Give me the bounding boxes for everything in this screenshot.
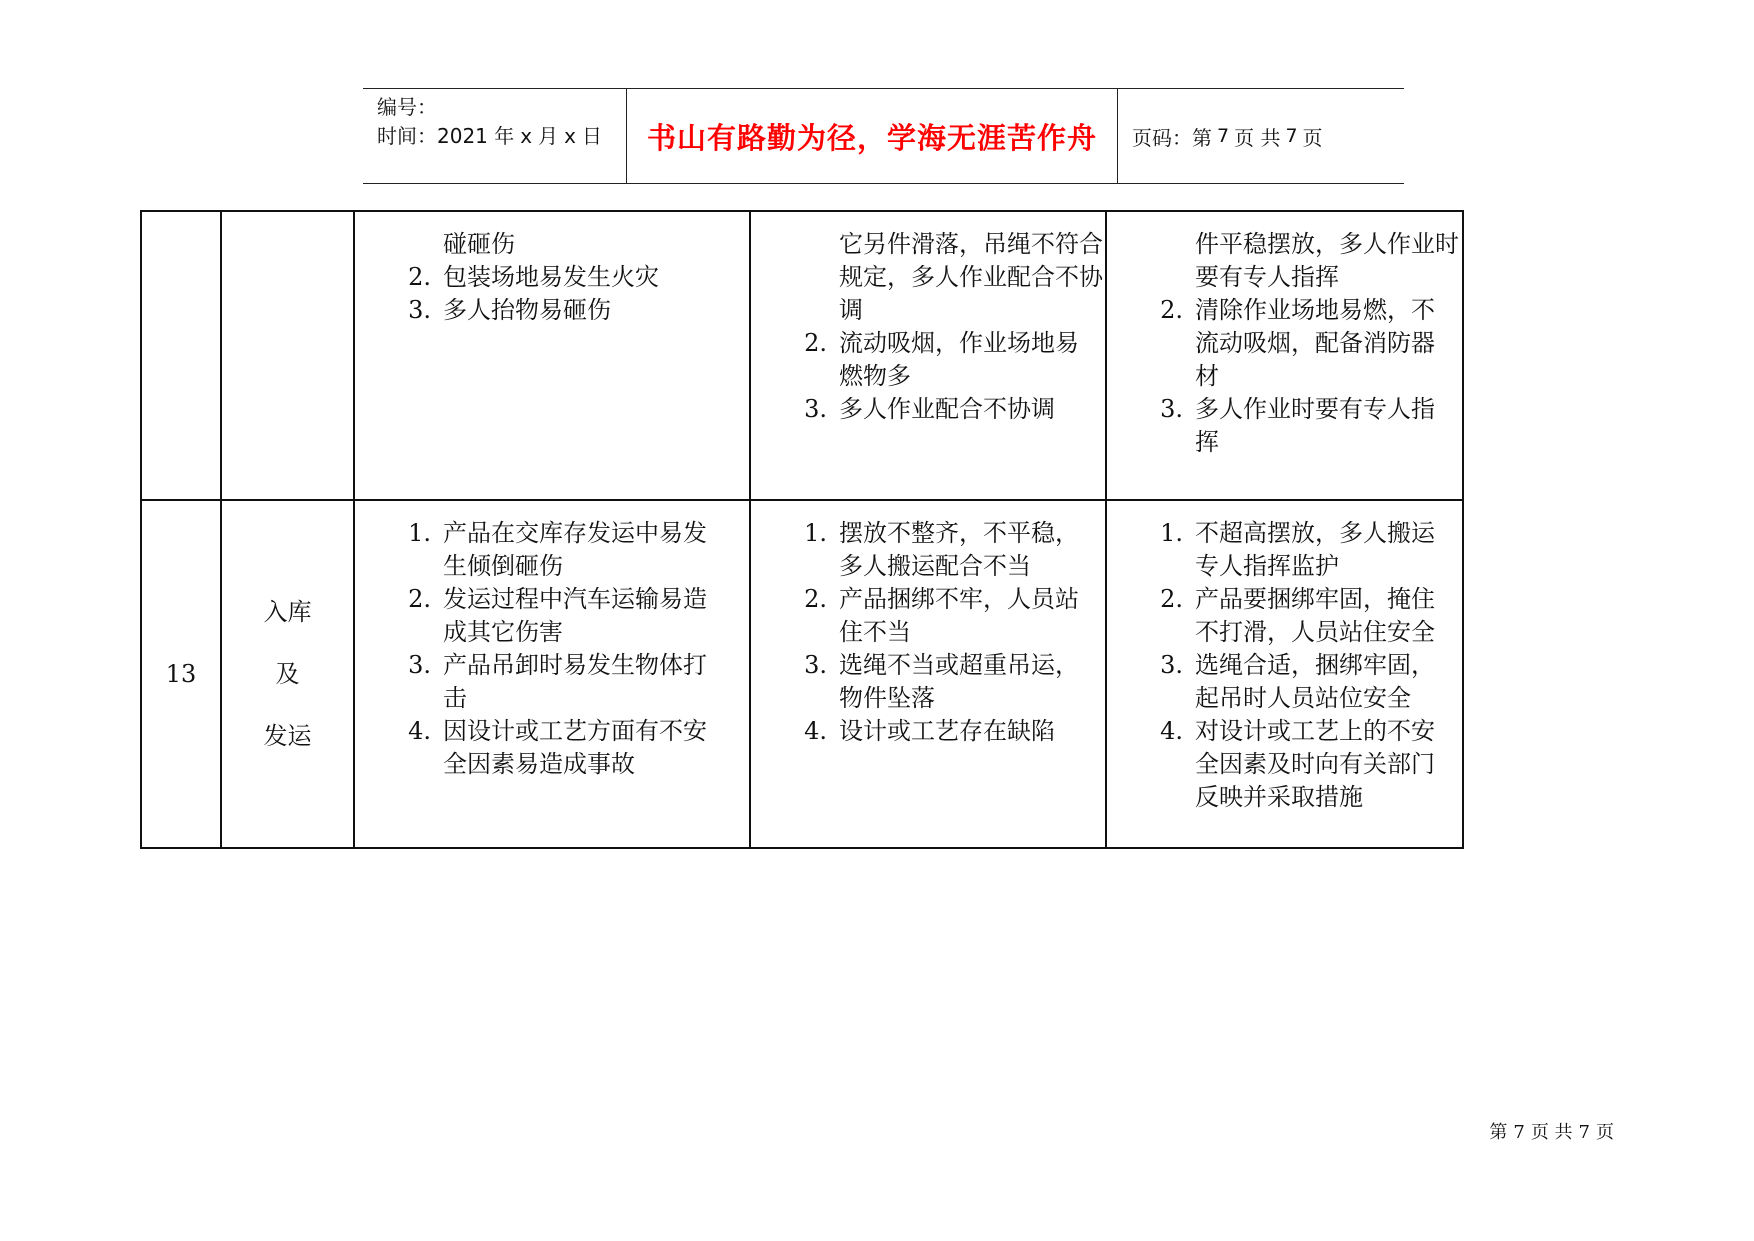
list-item-number: 3. bbox=[1160, 395, 1183, 423]
time-label: 时间：2021 年 bbox=[377, 124, 515, 148]
list-item bbox=[751, 649, 1085, 715]
header-meta bbox=[363, 89, 627, 183]
page-mid: 页 共 bbox=[1234, 125, 1281, 150]
list-item-text: 产品吊卸时易发生物体打击 bbox=[443, 651, 707, 712]
list-item bbox=[355, 649, 729, 715]
list-item-text: 不超高摆放，多人搬运专人指挥监护 bbox=[1195, 519, 1435, 580]
list-item bbox=[751, 583, 1085, 649]
footer-suffix: 页 bbox=[1596, 1122, 1614, 1143]
list-item-text: 清除作业场地易燃，不流动吸烟，配备消防器材 bbox=[1195, 296, 1435, 390]
header-motto: 书山有路勤为径，学海无涯苦作舟 bbox=[627, 89, 1118, 183]
process-name-line: 发运 bbox=[263, 722, 312, 750]
time-month-value: x bbox=[520, 124, 533, 148]
list-item bbox=[1107, 583, 1442, 649]
process-name-line: 入库 bbox=[263, 598, 312, 626]
page-footer bbox=[1489, 1118, 1614, 1144]
time-line bbox=[377, 122, 626, 151]
hazards-cell bbox=[354, 500, 750, 848]
list-item-number: 1. bbox=[1160, 519, 1183, 547]
list-item-number: 3. bbox=[408, 296, 431, 324]
table-row bbox=[141, 211, 1463, 500]
list-item-text: 流动吸烟，作业场地易燃物多 bbox=[839, 329, 1079, 390]
list-item-text: 选绳不当或超重吊运，物件坠落 bbox=[839, 651, 1079, 712]
hazards-cell bbox=[354, 211, 750, 500]
list-item-number: 4. bbox=[408, 717, 431, 745]
footer-prefix: 第 bbox=[1489, 1122, 1508, 1143]
list-item-number: 2. bbox=[804, 585, 827, 613]
list-item bbox=[355, 715, 729, 781]
list-item-number: 1. bbox=[408, 519, 431, 547]
footer-page-number: 7 bbox=[1513, 1122, 1525, 1143]
row-index-cell: 13 bbox=[141, 500, 221, 848]
causes-list bbox=[751, 517, 1105, 748]
serial-label: 编号： bbox=[377, 95, 437, 119]
process-name bbox=[264, 581, 312, 767]
hazards-continuation-text: 碰砸伤 bbox=[443, 230, 515, 258]
list-item-number: 2. bbox=[804, 329, 827, 357]
list-item bbox=[1107, 715, 1442, 814]
list-item-text: 设计或工艺存在缺陷 bbox=[839, 717, 1055, 745]
list-item bbox=[751, 517, 1085, 583]
measures-cell bbox=[1106, 211, 1463, 500]
list-item bbox=[1107, 393, 1442, 459]
page-suffix: 页 bbox=[1302, 125, 1323, 150]
list-item-number: 3. bbox=[804, 395, 827, 423]
process-cell bbox=[221, 500, 354, 848]
page-header bbox=[363, 88, 1404, 184]
causes-cell bbox=[750, 500, 1106, 848]
hazard-table-body bbox=[141, 211, 1463, 848]
list-item-text: 产品在交库存发运中易发生倾倒砸伤 bbox=[443, 519, 707, 580]
list-item-number: 3. bbox=[1160, 651, 1183, 679]
list-item bbox=[355, 517, 729, 583]
list-item-number: 2. bbox=[1160, 585, 1183, 613]
time-day-label: 日 bbox=[581, 124, 602, 148]
list-item bbox=[751, 327, 1085, 393]
hazards-list bbox=[355, 261, 749, 327]
causes-list bbox=[751, 327, 1105, 426]
measures-cell bbox=[1106, 500, 1463, 848]
causes-cell bbox=[750, 211, 1106, 500]
list-item-text: 包装场地易发生火灾 bbox=[443, 263, 659, 291]
measures-continuation-text: 件平稳摆放，多人作业时要有专人指挥 bbox=[1195, 230, 1459, 291]
list-item bbox=[1107, 294, 1442, 393]
measures-list bbox=[1107, 294, 1462, 459]
row-index-cell bbox=[141, 211, 221, 500]
list-item bbox=[1107, 649, 1442, 715]
list-item-number: 2. bbox=[1160, 296, 1183, 324]
list-item-text: 多人作业时要有专人指挥 bbox=[1195, 395, 1435, 456]
list-item-text: 产品要捆绑牢固，掩住不打滑，人员站住安全 bbox=[1195, 585, 1435, 646]
footer-page-total: 7 bbox=[1578, 1122, 1590, 1143]
list-item-number: 3. bbox=[804, 651, 827, 679]
list-item-number: 4. bbox=[1160, 717, 1183, 745]
hazard-table bbox=[140, 210, 1464, 849]
causes-continuation-text: 它另件滑落，吊绳不符合规定，多人作业配合不协调 bbox=[839, 230, 1103, 324]
list-item-text: 摆放不整齐，不平稳，多人搬运配合不当 bbox=[839, 519, 1079, 580]
list-item bbox=[1107, 517, 1442, 583]
list-item-number: 2. bbox=[408, 585, 431, 613]
list-item-text: 因设计或工艺方面有不安全因素易造成事故 bbox=[443, 717, 707, 778]
page-number: 7 bbox=[1217, 125, 1230, 147]
list-item-number: 4. bbox=[804, 717, 827, 745]
measures-list bbox=[1107, 517, 1462, 814]
hazards-list bbox=[355, 517, 749, 781]
footer-mid: 页 共 bbox=[1530, 1122, 1573, 1143]
table-row bbox=[141, 500, 1463, 848]
process-name-line: 及 bbox=[275, 660, 300, 688]
list-item bbox=[355, 294, 729, 327]
list-item-number: 3. bbox=[408, 651, 431, 679]
time-day-value: x bbox=[564, 124, 576, 148]
list-item-number: 1. bbox=[804, 519, 827, 547]
list-item bbox=[751, 715, 1085, 748]
list-item-text: 对设计或工艺上的不安全因素及时向有关部门反映并采取措施 bbox=[1195, 717, 1435, 811]
process-cell bbox=[221, 211, 354, 500]
list-item bbox=[355, 261, 729, 294]
list-item-text: 发运过程中汽车运输易造成其它伤害 bbox=[443, 585, 707, 646]
page-prefix: 页码：第 bbox=[1132, 125, 1212, 150]
list-item-number: 2. bbox=[408, 263, 431, 291]
time-month-label: 月 bbox=[538, 124, 559, 148]
list-item-text: 选绳合适，捆绑牢固，起吊时人员站位安全 bbox=[1195, 651, 1435, 712]
list-item bbox=[355, 583, 729, 649]
list-item bbox=[751, 393, 1085, 426]
page-total: 7 bbox=[1285, 125, 1298, 147]
list-item-text: 多人作业配合不协调 bbox=[839, 395, 1055, 423]
header-page-info bbox=[1118, 89, 1404, 183]
list-item-text: 产品捆绑不牢，人员站住不当 bbox=[839, 585, 1079, 646]
list-item-text: 多人抬物易砸伤 bbox=[443, 296, 611, 324]
